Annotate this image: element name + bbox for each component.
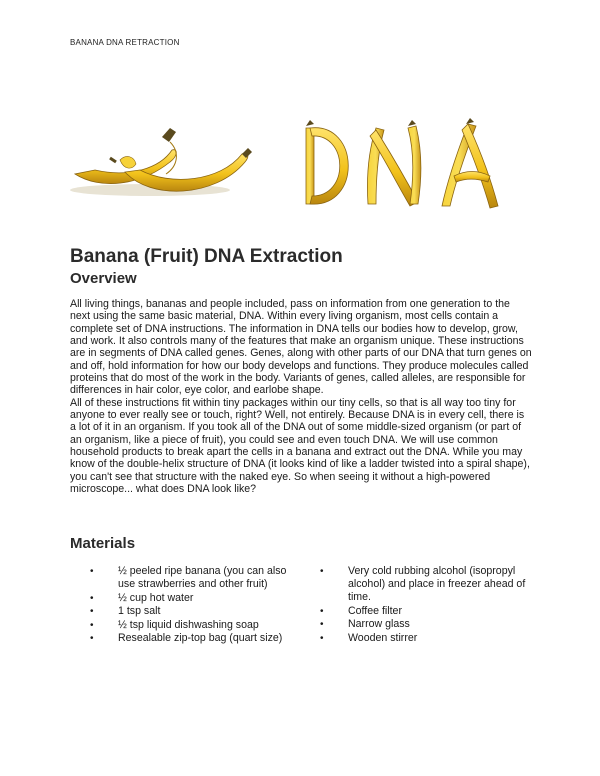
bullet-icon: • [320, 632, 324, 644]
bullet-icon: • [90, 633, 94, 644]
bullet-icon: • [90, 592, 94, 604]
overview-heading: Overview [70, 270, 137, 287]
list-item: • ½ tsp liquid dishwashing soap [90, 618, 259, 631]
banana-bunch-image [70, 128, 252, 196]
bullet-icon: • [320, 619, 324, 630]
bullet-icon: • [90, 566, 94, 577]
bullet-icon: • [320, 605, 324, 617]
running-header: BANANA DNA RETRACTION [70, 38, 180, 47]
hero-banana-dna-illustration [70, 112, 530, 222]
overview-paragraph: All of these instructions fit within tiny packages within our tiny cells, so that is all way too tiny for anyone to ever really see or touch, right? Well, not entirely. Because DNA is in every cell, there is a lot of it in an organism. If you took all of the DNA out of some middle-sized organism (or part of an organism, like a piece of fruit), you could see and even touch DNA. We will use common household products to break apart the cells in a banana and extract out the DNA. While you may know of the double-helix structure of DNA (it looks kind of like a ladder twisted into a spiral shape), you can't see that structure with the naked eye. So when seeing it without a high-powered microscope... what does DNA look like? [70, 396, 530, 496]
bullet-icon: • [90, 606, 94, 617]
bullet-icon: • [320, 566, 324, 577]
overview-body [70, 298, 532, 496]
list-item: • Narrow glass [320, 618, 410, 630]
list-item: • ½ cup hot water [90, 591, 194, 604]
materials-heading: Materials [70, 535, 136, 552]
overview-paragraph: All living things, bananas and people included, pass on information from one generation to the next using the same basic material, DNA. Within every living organism, most cells contain a complete set of DNA instructions. The information in DNA tells our bodies how to develop, grow, and work. It also controls many of the features that make an organism unique. These instructions are in segments of DNA called genes. Genes, along with other parts of our DNA that turn genes on and off, hold information for how our body develops and functions. They produce molecules called proteins that do most of the work in the body. Variants of genes, called alleles, are responsible for differences in hair color, eye color, and earlobe shape. [70, 298, 532, 397]
list-item: • Wooden stirrer [320, 631, 418, 644]
list-item: • Very cold rubbing alcohol (isopropyl alcohol) and place in freezer ahead of time. [320, 565, 526, 603]
list-item: • Coffee filter [320, 604, 402, 617]
list-item: • Resealable zip-top bag (quart size) [90, 632, 283, 644]
materials-list-right [318, 565, 538, 645]
dna-banana-letters [306, 118, 498, 208]
materials-list-left [88, 565, 303, 646]
page-title: Banana (Fruit) DNA Extraction [70, 246, 343, 267]
bullet-icon: • [90, 619, 94, 631]
list-item: • ½ peeled ripe banana (you can also use strawberries and other fruit) [90, 565, 287, 590]
list-item: • 1 tsp salt [90, 605, 161, 617]
